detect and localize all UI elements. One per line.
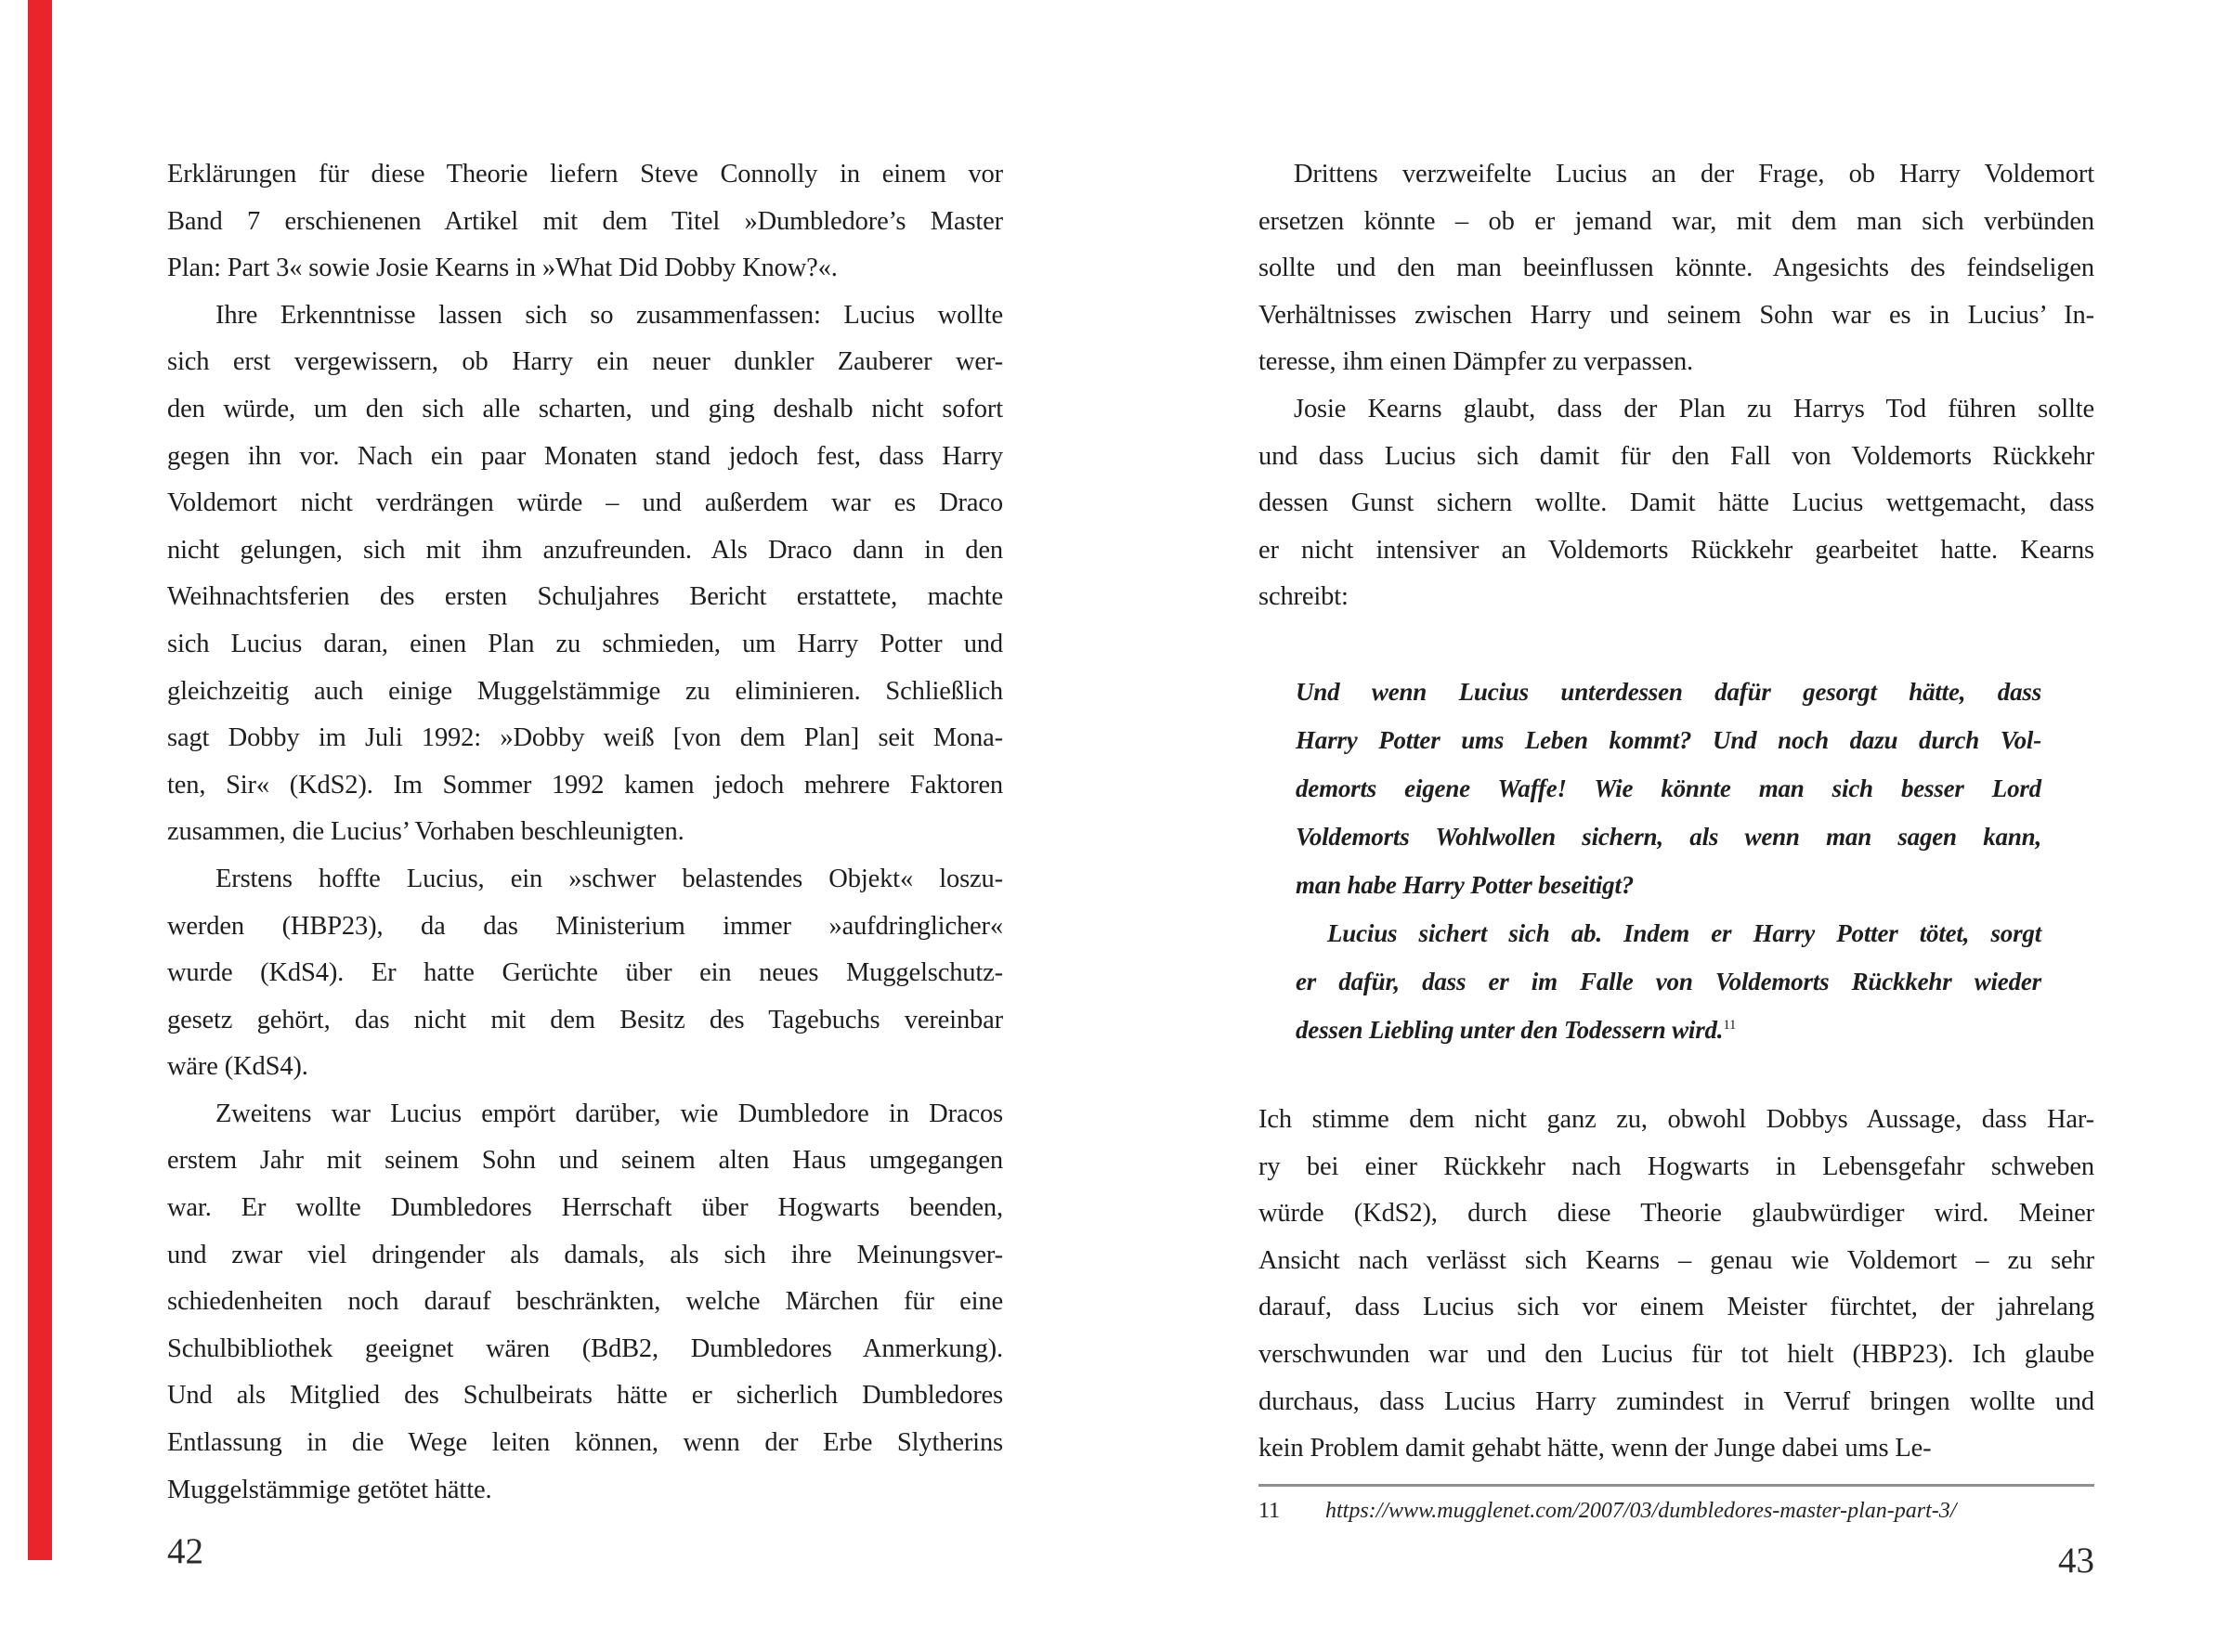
right-text-column [1258,151,2094,1527]
text-line: durchaus, dass Lucius Harry zumindest in Verruf bringen wollte und [1258,1386,2094,1416]
paragraph [1258,386,2094,621]
text-line: Band 7 erschienenen Artikel mit dem Titel »Dumbledore’s Master [167,206,1003,236]
text-line: Voldemorts Wohlwollen sichern, als wenn man sagen kann, [1296,822,2041,851]
text-line: nicht gelungen, sich mit ihm anzufreunden. Als Draco dann in den [167,535,1003,565]
text-line: Erstens hoffte Lucius, ein »schwer belastendes Objekt« loszu- [215,864,1003,893]
text-line: sich erst vergewissern, ob Harry ein neuer dunkler Zauberer wer- [167,347,1003,377]
text-line: wäre (KdS4). [167,1052,308,1082]
footnote-reference: 11 [1723,1017,1737,1033]
text-line: er nicht intensiver an Voldemorts Rückkehr gearbeitet hatte. Kearns [1258,535,2094,565]
text-line: schiedenheiten noch darauf beschränkten, welche Märchen für eine [167,1287,1003,1317]
paragraph [167,151,1003,293]
page-number-left: 42 [167,1531,203,1571]
paragraph [1296,909,2041,1054]
text-line: werden (HBP23), da das Ministerium immer »aufdringlicher« [167,911,1003,941]
text-line: schreibt: [1258,582,1349,612]
text-line: ersetzen könnte – ob er jemand war, mit dem man sich verbünden [1258,206,2094,236]
text-line: Lucius sichert sich ab. Indem er Harry Potter tötet, sorgt [1327,918,2041,947]
text-line: man habe Harry Potter beseitigt? [1296,870,1635,899]
left-text-column [167,151,1003,1514]
text-line: dessen Gunst sichern wollte. Damit hätte Lucius wettgemacht, dass [1258,488,2094,518]
footnote-url: https://www.mugglenet.com/2007/03/dumbledores-master-plan-part-3/ [1325,1498,1957,1523]
paragraph [1258,151,2094,386]
paragraph [1296,668,2041,909]
footnote-number: 11 [1258,1498,1281,1523]
text-line: ry bei einer Rückkehr nach Hogwarts in Lebensgefahr schweben [1258,1151,2094,1181]
text-line: gegen ihn vor. Nach ein paar Monaten stand jedoch fest, dass Harry [167,441,1003,471]
text-line: Schulbibliothek geeignet wären (BdB2, Dumbledores Anmerkung). [167,1333,1003,1363]
paragraph [167,293,1003,856]
page-number-right: 43 [2058,1541,2094,1580]
right-body-bottom [1258,1097,2094,1473]
block-quote [1296,668,2041,1054]
text-line: Drittens verzweifelte Lucius an der Frage, ob Harry Voldemort [1294,160,2094,189]
text-line: Weihnachtsferien des ersten Schuljahres Bericht erstattete, machte [167,582,1003,612]
text-line: Und als Mitglied des Schulbeirats hätte er sicherlich Dumbledores [167,1381,1003,1411]
text-line: sollte und den man beeinflussen könnte. Angesichts des feindseligen [1258,254,2094,283]
text-line: Harry Potter ums Leben kommt? Und noch dazu durch Vol- [1296,725,2041,754]
right-body-top [1258,151,2094,621]
text-line: teresse, ihm einen Dämpfer zu verpassen. [1258,347,1694,377]
text-line: zusammen, die Lucius’ Vorhaben beschleunigten. [167,817,684,847]
text-line: er dafür, dass er im Falle von Voldemorts Rückkehr wieder [1296,967,2041,995]
text-line: gleichzeitig auch einige Muggelstämmige zu eliminieren. Schließlich [167,676,1003,706]
text-line: erstem Jahr mit seinem Sohn und seinem alten Haus umgegangen [167,1146,1003,1176]
text-line: den würde, um den sich alle scharten, und ging deshalb nicht sofort [167,394,1003,423]
text-line: kein Problem damit gehabt hätte, wenn der Junge dabei ums Le- [1258,1434,1932,1463]
paragraph [1258,1097,2094,1473]
text-line: sich Lucius daran, einen Plan zu schmieden, um Harry Potter und [167,629,1003,658]
footnote-divider [1258,1484,2094,1487]
text-line: Ich stimme dem nicht ganz zu, obwohl Dobbys Aussage, dass Har- [1258,1104,2094,1134]
footnote [1258,1495,2094,1527]
red-edge-mark [28,0,52,1560]
text-line: und dass Lucius sich damit für den Fall von Voldemorts Rückkehr [1258,441,2094,471]
page-left [167,0,1003,1652]
text-line: Josie Kearns glaubt, dass der Plan zu Harrys Tod führen sollte [1294,394,2094,423]
text-line: dessen Liebling unter den Todessern wird.$^{11}$ [1296,1015,1737,1044]
text-line: gesetz gehört, das nicht mit dem Besitz des Tagebuchs vereinbar [167,1005,1003,1034]
text-line: demorts eigene Waffe! Wie könnte man sich besser Lord [1296,774,2041,802]
text-line: ten, Sir« (KdS2). Im Sommer 1992 kamen jedoch mehrere Faktoren [167,770,1003,800]
text-line: darauf, dass Lucius sich vor einem Meister fürchtet, der jahrelang [1258,1293,2094,1322]
text-line: Ansicht nach verlässt sich Kearns – genau wie Voldemort – zu sehr [1258,1245,2094,1275]
text-line: war. Er wollte Dumbledores Herrschaft über Hogwarts beenden, [167,1193,1003,1223]
text-line: sagt Dobby im Juli 1992: »Dobby weiß [von dem Plan] seit Mona- [167,723,1003,753]
text-line: Plan: Part 3« sowie Josie Kearns in »What Did Dobby Know?«. [167,254,838,283]
paragraph [167,1091,1003,1514]
text-line: verschwunden war und den Lucius für tot hielt (HBP23). Ich glaube [1258,1339,2094,1369]
text-line: wurde (KdS4). Er hatte Gerüchte über ein neues Muggelschutz- [167,958,1003,988]
text-line: Entlassung in die Wege leiten können, wenn der Erbe Slytherins [167,1428,1003,1458]
text-line: Zweitens war Lucius empört darüber, wie Dumbledore in Dracos [215,1099,1003,1128]
page-right [1258,0,2094,1652]
text-line: Verhältnisses zwischen Harry und seinem Sohn war es in Lucius’ In- [1258,300,2094,330]
text-line: Erklärungen für diese Theorie liefern Steve Connolly in einem vor [167,160,1003,189]
text-line: Ihre Erkenntnisse lassen sich so zusammenfassen: Lucius wollte [215,300,1003,330]
text-line: Muggelstämmige getötet hätte. [167,1475,492,1504]
text-line: Und wenn Lucius unterdessen dafür gesorgt hätte, dass [1296,677,2041,706]
paragraph [167,856,1003,1091]
text-line: Voldemort nicht verdrängen würde – und außerdem war es Draco [167,488,1003,518]
text-line: und zwar viel dringender als damals, als sich ihre Meinungsver- [167,1240,1003,1269]
text-line: würde (KdS2), durch diese Theorie glaubwürdiger wird. Meiner [1258,1199,2094,1229]
